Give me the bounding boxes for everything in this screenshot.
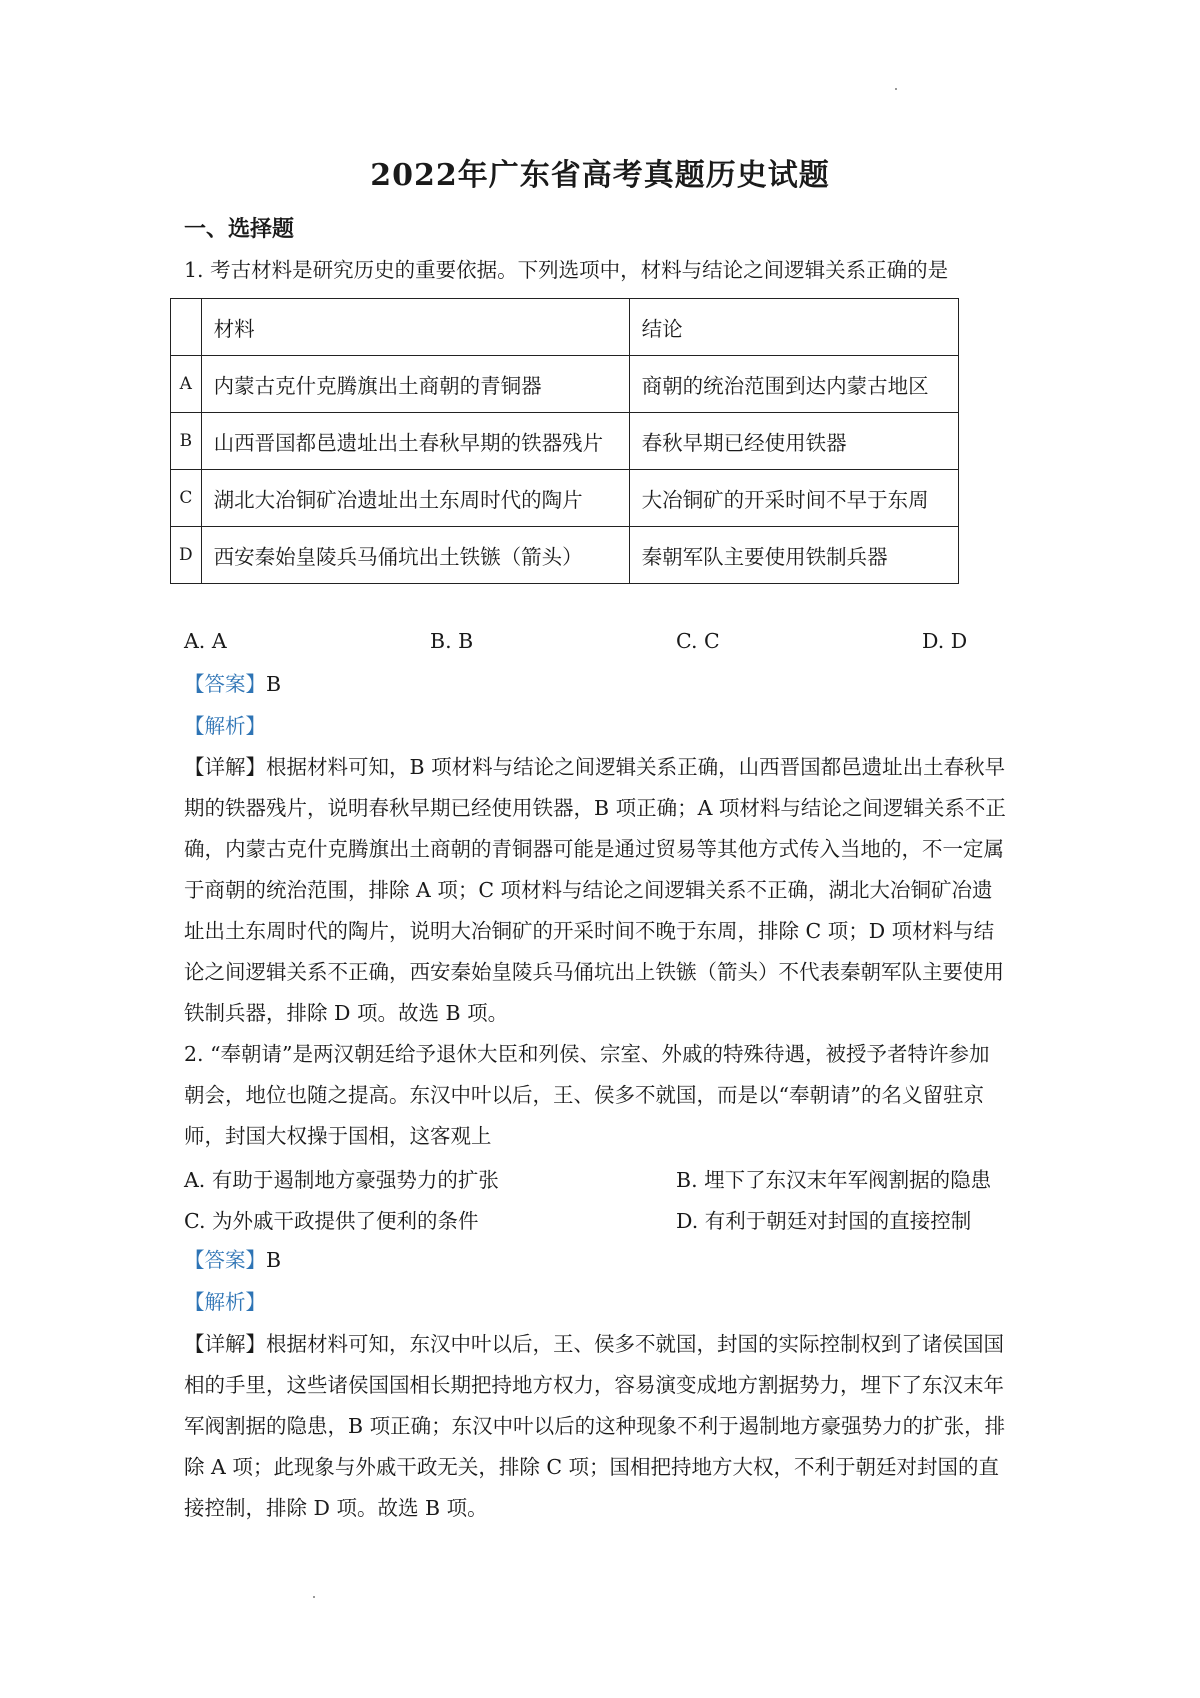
row-material: 内蒙古克什克腾旗出土商朝的青铜器 <box>201 356 629 413</box>
header-conclusion: 结论 <box>629 299 958 356</box>
header-material: 材料 <box>201 299 629 356</box>
answer-value: B <box>266 672 282 696</box>
q2-detail-line: 【详解】根据材料可知，东汉中叶以后，王、侯多不就国，封国的实际控制权到了诸侯国国 <box>184 1332 1004 1356</box>
q2-stem-line: 朝会，地位也随之提高。东汉中叶以后，王、侯多不就国，而是以“奉朝请”的名义留驻京 <box>184 1083 984 1107</box>
section-heading: 一、选择题 <box>184 216 295 242</box>
q1-detail-line: 铁制兵器，排除 D 项。故选 B 项。 <box>184 1001 509 1025</box>
table-row <box>171 470 959 527</box>
q1-detail-line: 于商朝的统治范围，排除 A 项；C 项材料与结论之间逻辑关系不正确，湖北大冶铜矿冶遗 <box>184 878 993 902</box>
answer-value: B <box>266 1248 282 1272</box>
q1-option-a: A. A <box>184 629 227 653</box>
row-material: 湖北大冶铜矿冶遗址出土东周时代的陶片 <box>201 470 629 527</box>
row-conclusion: 春秋早期已经使用铁器 <box>629 413 958 470</box>
detail-tag: 【详解】 <box>184 1332 266 1356</box>
row-letter: D <box>171 527 202 584</box>
q2-detail-line: 相的手里，这些诸侯国国相长期把持地方权力，容易演变成地方割据势力，埋下了东汉末年 <box>184 1373 1004 1397</box>
row-conclusion: 大冶铜矿的开采时间不早于东周 <box>629 470 958 527</box>
q2-option-d: D. 有利于朝廷对封国的直接控制 <box>676 1209 972 1233</box>
q2-answer <box>184 1246 1034 1274</box>
q1-detail-line: 【详解】根据材料可知，B 项材料与结论之间逻辑关系正确，山西晋国都邑遗址出土春秋早 <box>184 755 1006 779</box>
q2-option-c: C. 为外戚干政提供了便利的条件 <box>184 1209 479 1233</box>
scan-dot <box>895 88 897 90</box>
q1-answer <box>184 670 1034 698</box>
q1-table <box>170 298 959 584</box>
q2-detail-line: 军阀割据的隐患，B 项正确；东汉中叶以后的这种现象不利于遏制地方豪强势力的扩张，排 <box>184 1414 1006 1438</box>
answer-tag: 【答案】 <box>184 672 266 696</box>
q2-option-b: B. 埋下了东汉末年军阀割据的隐患 <box>676 1168 992 1192</box>
q1-option-b: B. B <box>430 629 474 653</box>
q1-analysis <box>184 712 1034 740</box>
row-letter: A <box>171 356 202 413</box>
q2-option-a: A. 有助于遏制地方豪强势力的扩张 <box>184 1168 499 1192</box>
row-conclusion: 商朝的统治范围到达内蒙古地区 <box>629 356 958 413</box>
detail-tag: 【详解】 <box>184 755 266 779</box>
q2-analysis <box>184 1288 1034 1316</box>
table-row <box>171 413 959 470</box>
q1-stem: 1. 考古材料是研究历史的重要依据。下列选项中，材料与结论之间逻辑关系正确的是 <box>184 258 949 282</box>
q1-detail-line: 论之间逻辑关系不正确，西安秦始皇陵兵马俑坑出上铁镞（箭头）不代表秦朝军队主要使用 <box>184 960 1004 984</box>
q2-stem-line: 2. “奉朝请”是两汉朝廷给予退休大臣和列侯、宗室、外戚的特殊待遇，被授予者特许参加 <box>184 1042 990 1066</box>
q1-option-c: C. C <box>676 629 720 653</box>
row-material: 西安秦始皇陵兵马俑坑出土铁镞（箭头） <box>201 527 629 584</box>
table-row <box>171 356 959 413</box>
q1-detail-line: 址出土东周时代的陶片，说明大冶铜矿的开采时间不晚于东周，排除 C 项；D 项材料与结 <box>184 919 995 943</box>
q2-detail-line: 除 A 项；此现象与外戚干政无关，排除 C 项；国相把持地方大权，不利于朝廷对封国的直 <box>184 1455 1000 1479</box>
row-letter: B <box>171 413 202 470</box>
answer-tag: 【答案】 <box>184 1248 266 1272</box>
scan-dot <box>313 1596 315 1598</box>
q2-detail-line: 接控制，排除 D 项。故选 B 项。 <box>184 1496 488 1520</box>
page-title: 2022年广东省高考真题历史试题 <box>370 158 830 193</box>
row-letter: C <box>171 470 202 527</box>
q2-stem-line: 师，封国大权操于国相，这客观上 <box>184 1124 492 1148</box>
q1-detail-line: 确，内蒙古克什克腾旗出土商朝的青铜器可能是通过贸易等其他方式传入当地的，不一定属 <box>184 837 1004 861</box>
table-row <box>171 527 959 584</box>
row-conclusion: 秦朝军队主要使用铁制兵器 <box>629 527 958 584</box>
analysis-tag: 【解析】 <box>184 714 266 738</box>
q1-detail-line: 期的铁器残片，说明春秋早期已经使用铁器，B 项正确；A 项材料与结论之间逻辑关系不正 <box>184 796 1006 820</box>
table-header-row <box>171 299 959 356</box>
row-material: 山西晋国都邑遗址出土春秋早期的铁器残片 <box>201 413 629 470</box>
analysis-tag: 【解析】 <box>184 1290 266 1314</box>
q1-option-d: D. D <box>922 629 968 653</box>
